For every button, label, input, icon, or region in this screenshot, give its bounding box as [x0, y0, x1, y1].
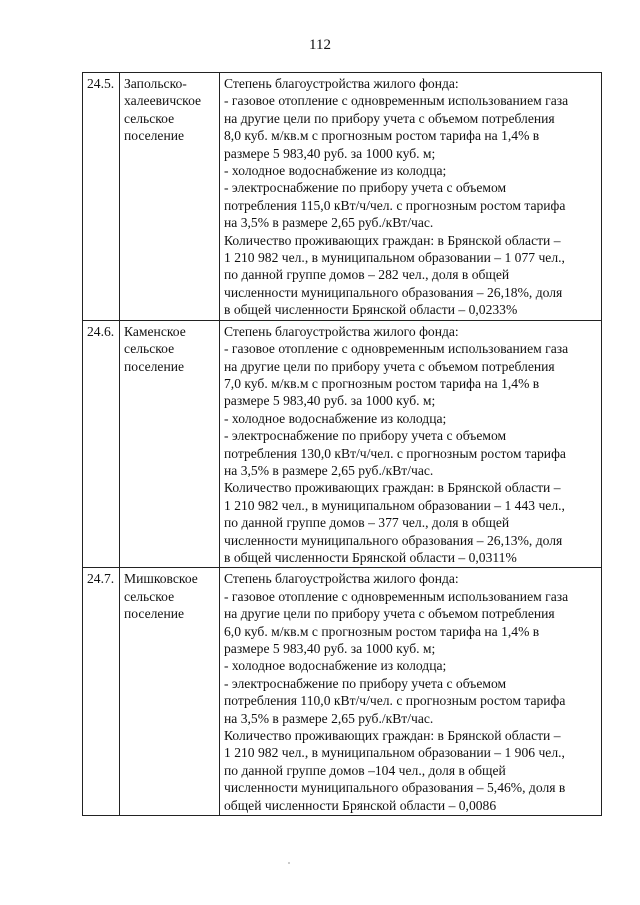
row-number: 24.6. [83, 320, 120, 568]
settlement-name: Мишковское сельское поселение [120, 568, 220, 816]
row-number: 24.5. [83, 73, 120, 321]
row-number: 24.7. [83, 568, 120, 816]
page-number: 112 [309, 37, 331, 53]
table-row-24-7 [83, 568, 602, 816]
housing-description: Степень благоустройства жилого фонда: - газовое отопление с одновременным использованием газа на другие цели по прибору учета с объемом потребления 6,0 куб. м/кв.м с прогнозным ростом тарифа на 1,4% в размере 5 983,40 руб. за 1000 куб. м; - холодное водоснабжение из колодца; - электроснабжение по прибору учета с объемом потребления 110,0 кВт/ч/чел. с прогнозным ростом тарифа на 3,5% в размере 2,65 руб./кВт/час. Количество проживающих граждан: в Брянской области – 1 210 982 чел., в муниципальном образовании – 1 906 чел., по данной группе домов –104 чел., доля в общей численности муниципального образования – 5,46%, доля в общей численности Брянской области – 0,0086 [220, 568, 602, 816]
scan-speck [288, 862, 290, 864]
table-row-24-6 [83, 320, 602, 568]
settlement-name: Каменское сельское поселение [120, 320, 220, 568]
settlements-table [82, 72, 602, 816]
housing-description: Степень благоустройства жилого фонда: - газовое отопление с одновременным использованием газа на другие цели по прибору учета с объемом потребления 7,0 куб. м/кв.м с прогнозным ростом тарифа на 1,4% в размере 5 983,40 руб. за 1000 куб. м; - холодное водоснабжение из колодца; - электроснабжение по прибору учета с объемом потребления 130,0 кВт/ч/чел. с прогнозным ростом тарифа на 3,5% в размере 2,65 руб./кВт/час. Количество проживающих граждан: в Брянской области – 1 210 982 чел., в муниципальном образовании – 1 443 чел., по данной группе домов – 377 чел., доля в общей численности муниципального образования – 26,13%, доля в общей численности Брянской области – 0,0311% [220, 320, 602, 568]
table-row-24-5 [83, 73, 602, 321]
settlement-name: Запольско- халеевичское сельское поселение [120, 73, 220, 321]
housing-description: Степень благоустройства жилого фонда: - газовое отопление с одновременным использованием газа на другие цели по прибору учета с объемом потребления 8,0 куб. м/кв.м с прогнозным ростом тарифа на 1,4% в размере 5 983,40 руб. за 1000 куб. м; - холодное водоснабжение из колодца; - электроснабжение по прибору учета с объемом потребления 115,0 кВт/ч/чел. с прогнозным ростом тарифа на 3,5% в размере 2,65 руб./кВт/час. Количество проживающих граждан: в Брянской области – 1 210 982 чел., в муниципальном образовании – 1 077 чел., по данной группе домов – 282 чел., доля в общей численности муниципального образования – 26,18%, доля в общей численности Брянской области – 0,0233% [220, 73, 602, 321]
